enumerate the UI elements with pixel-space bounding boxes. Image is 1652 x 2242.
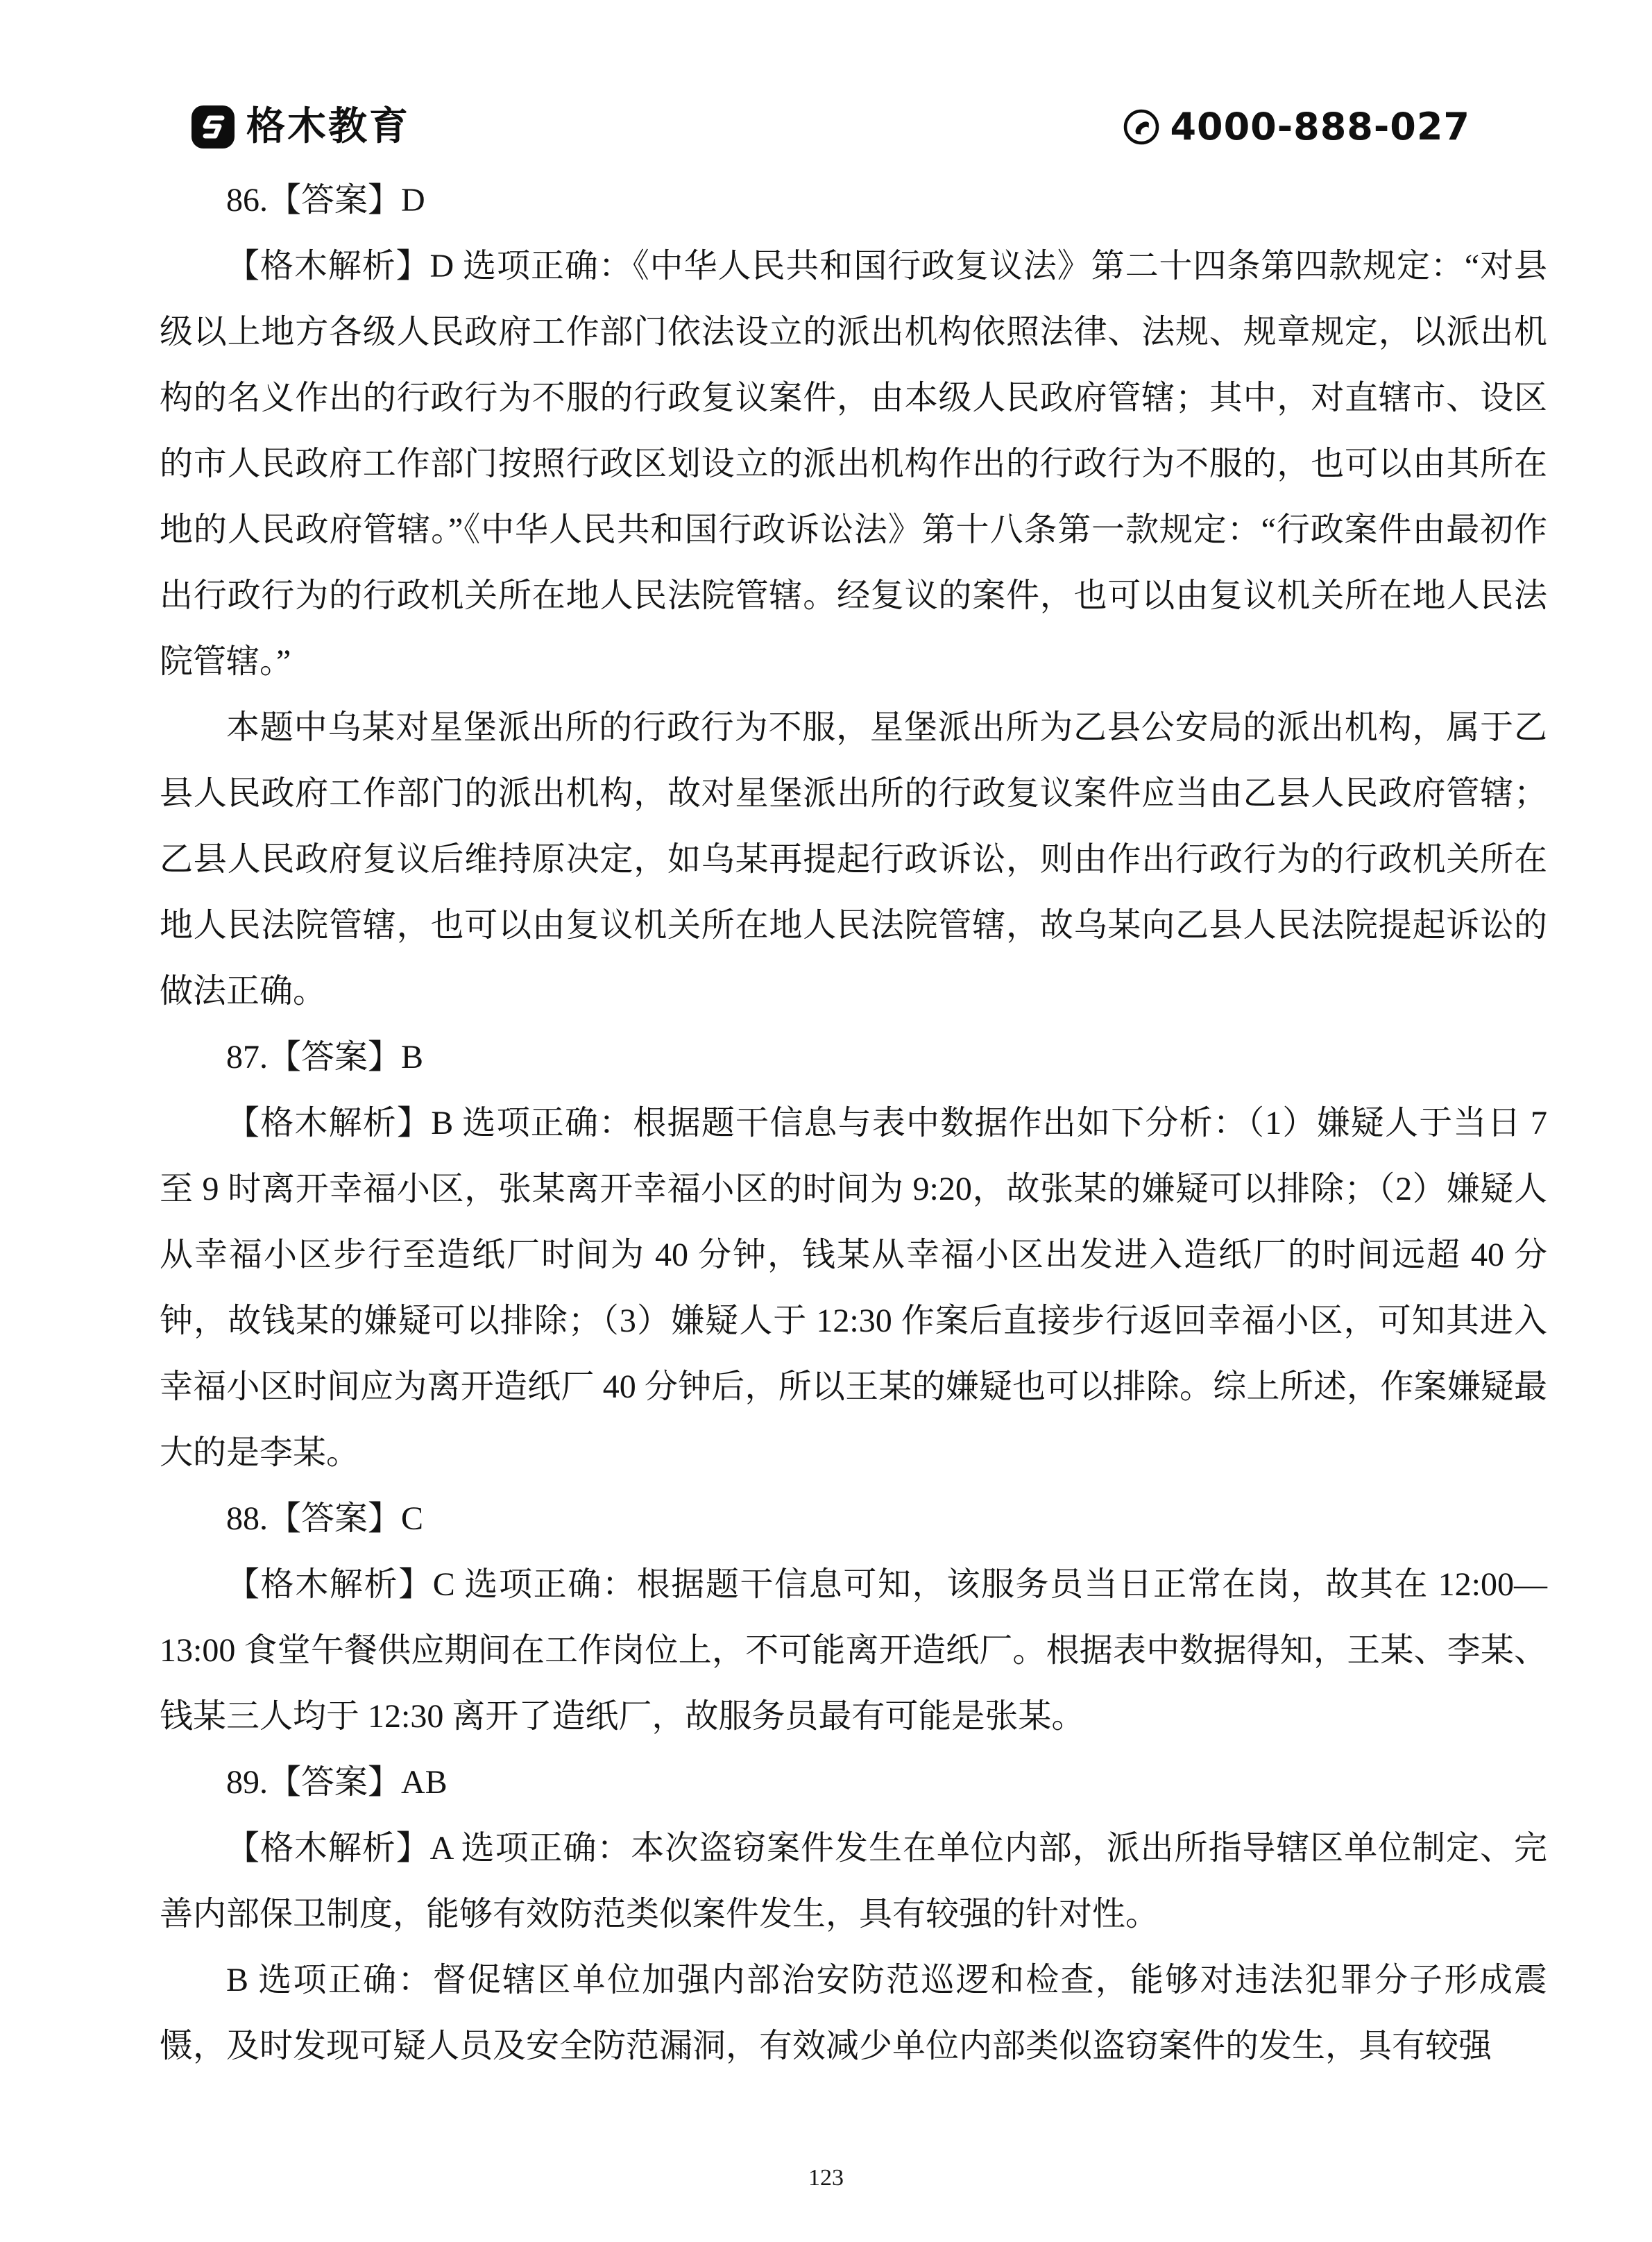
- phone-contact: [1123, 105, 1470, 148]
- brand-logo-icon: [191, 105, 235, 149]
- brand-logo: [191, 105, 410, 149]
- answer-heading-86: 86.【答案】D: [226, 182, 425, 219]
- brand-name: 格木教育: [246, 104, 410, 149]
- answer-heading-87: 87.【答案】B: [226, 1039, 424, 1076]
- analysis-paragraph: B 选项正确：督促辖区单位加强内部治安防范巡逻和检查，能够对违法犯罪分子形成震慑，及时发现可疑人员及安全防范漏洞，有效减少单位内部类似盗窃案件的发生，具有较强: [160, 1962, 1547, 2064]
- phone-number: 4000-888-027: [1170, 105, 1470, 148]
- page-footer: [0, 2166, 1652, 2190]
- analysis-paragraph: 【格木解析】D 选项正确：《中华人民共和国行政复议法》第二十四条第四款规定：“对县级以上地方各级人民政府工作部门依法设立的派出机构依照法律、法规、规章规定，以派出机构的名义作出的行政行为不服的行政复议案件，由本级人民政府管辖；其中，对直辖市、设区的市人民政府工作部门按照行政区划设立的派出机构作出的行政行为不服的，也可以由其所在地的人民政府管辖。”《中华人民共和国行政诉讼法》第十八条第一款规定：“行政案件由最初作出行政行为的行政机关所在地人民法院管辖。经复议的案件，也可以由复议机关所在地人民法院管辖。”: [160, 248, 1547, 680]
- answer-heading-88: 88.【答案】C: [226, 1500, 424, 1537]
- page-header: [191, 103, 1470, 151]
- analysis-paragraph: 本题中乌某对星堡派出所的行政行为不服，星堡派出所为乙县公安局的派出机构，属于乙县人民政府工作部门的派出机构，故对星堡派出所的行政复议案件应当由乙县人民政府管辖；乙县人民政府复议后维持原决定，如乌某再提起行政诉讼，则由作出行政行为的行政机关所在地人民法院管辖，也可以由复议机关所在地人民法院管辖，故乌某向乙县人民法院提起诉讼的做法正确。: [160, 709, 1547, 1010]
- analysis-paragraph: 【格木解析】B 选项正确：根据题干信息与表中数据作出如下分析：（1）嫌疑人于当日 7 至 9 时离开幸福小区，张某离开幸福小区的时间为 9:20，故张某的嫌疑可以排除；（2）嫌疑人从幸福小区步行至造纸厂时间为 40 分钟，钱某从幸福小区出发进入造纸厂的时间远超 40 分钟，故钱某的嫌疑可以排除；（3）嫌疑人于 12:30 作案后直接步行返回幸福小区，可知其进入幸福小区时间应为离开造纸厂 40 分钟后，所以王某的嫌疑也可以排除。综上所述，作案嫌疑最大的是李某。: [160, 1105, 1547, 1471]
- answer-sheet-content: [160, 167, 1547, 2079]
- phone-icon: [1123, 108, 1160, 146]
- analysis-paragraph: 【格木解析】C 选项正确：根据题干信息可知，该服务员当日正常在岗，故其在 12:00—13:00 食堂午餐供应期间在工作岗位上，不可能离开造纸厂。根据表中数据得知，王某、李某、钱某三人均于 12:30 离开了造纸厂，故服务员最有可能是张某。: [160, 1566, 1547, 1735]
- page-number: 123: [808, 2165, 844, 2191]
- analysis-paragraph: 【格木解析】A 选项正确：本次盗窃案件发生在单位内部，派出所指导辖区单位制定、完善内部保卫制度，能够有效防范类似案件发生，具有较强的针对性。: [160, 1830, 1547, 1933]
- answer-heading-89: 89.【答案】AB: [226, 1764, 448, 1801]
